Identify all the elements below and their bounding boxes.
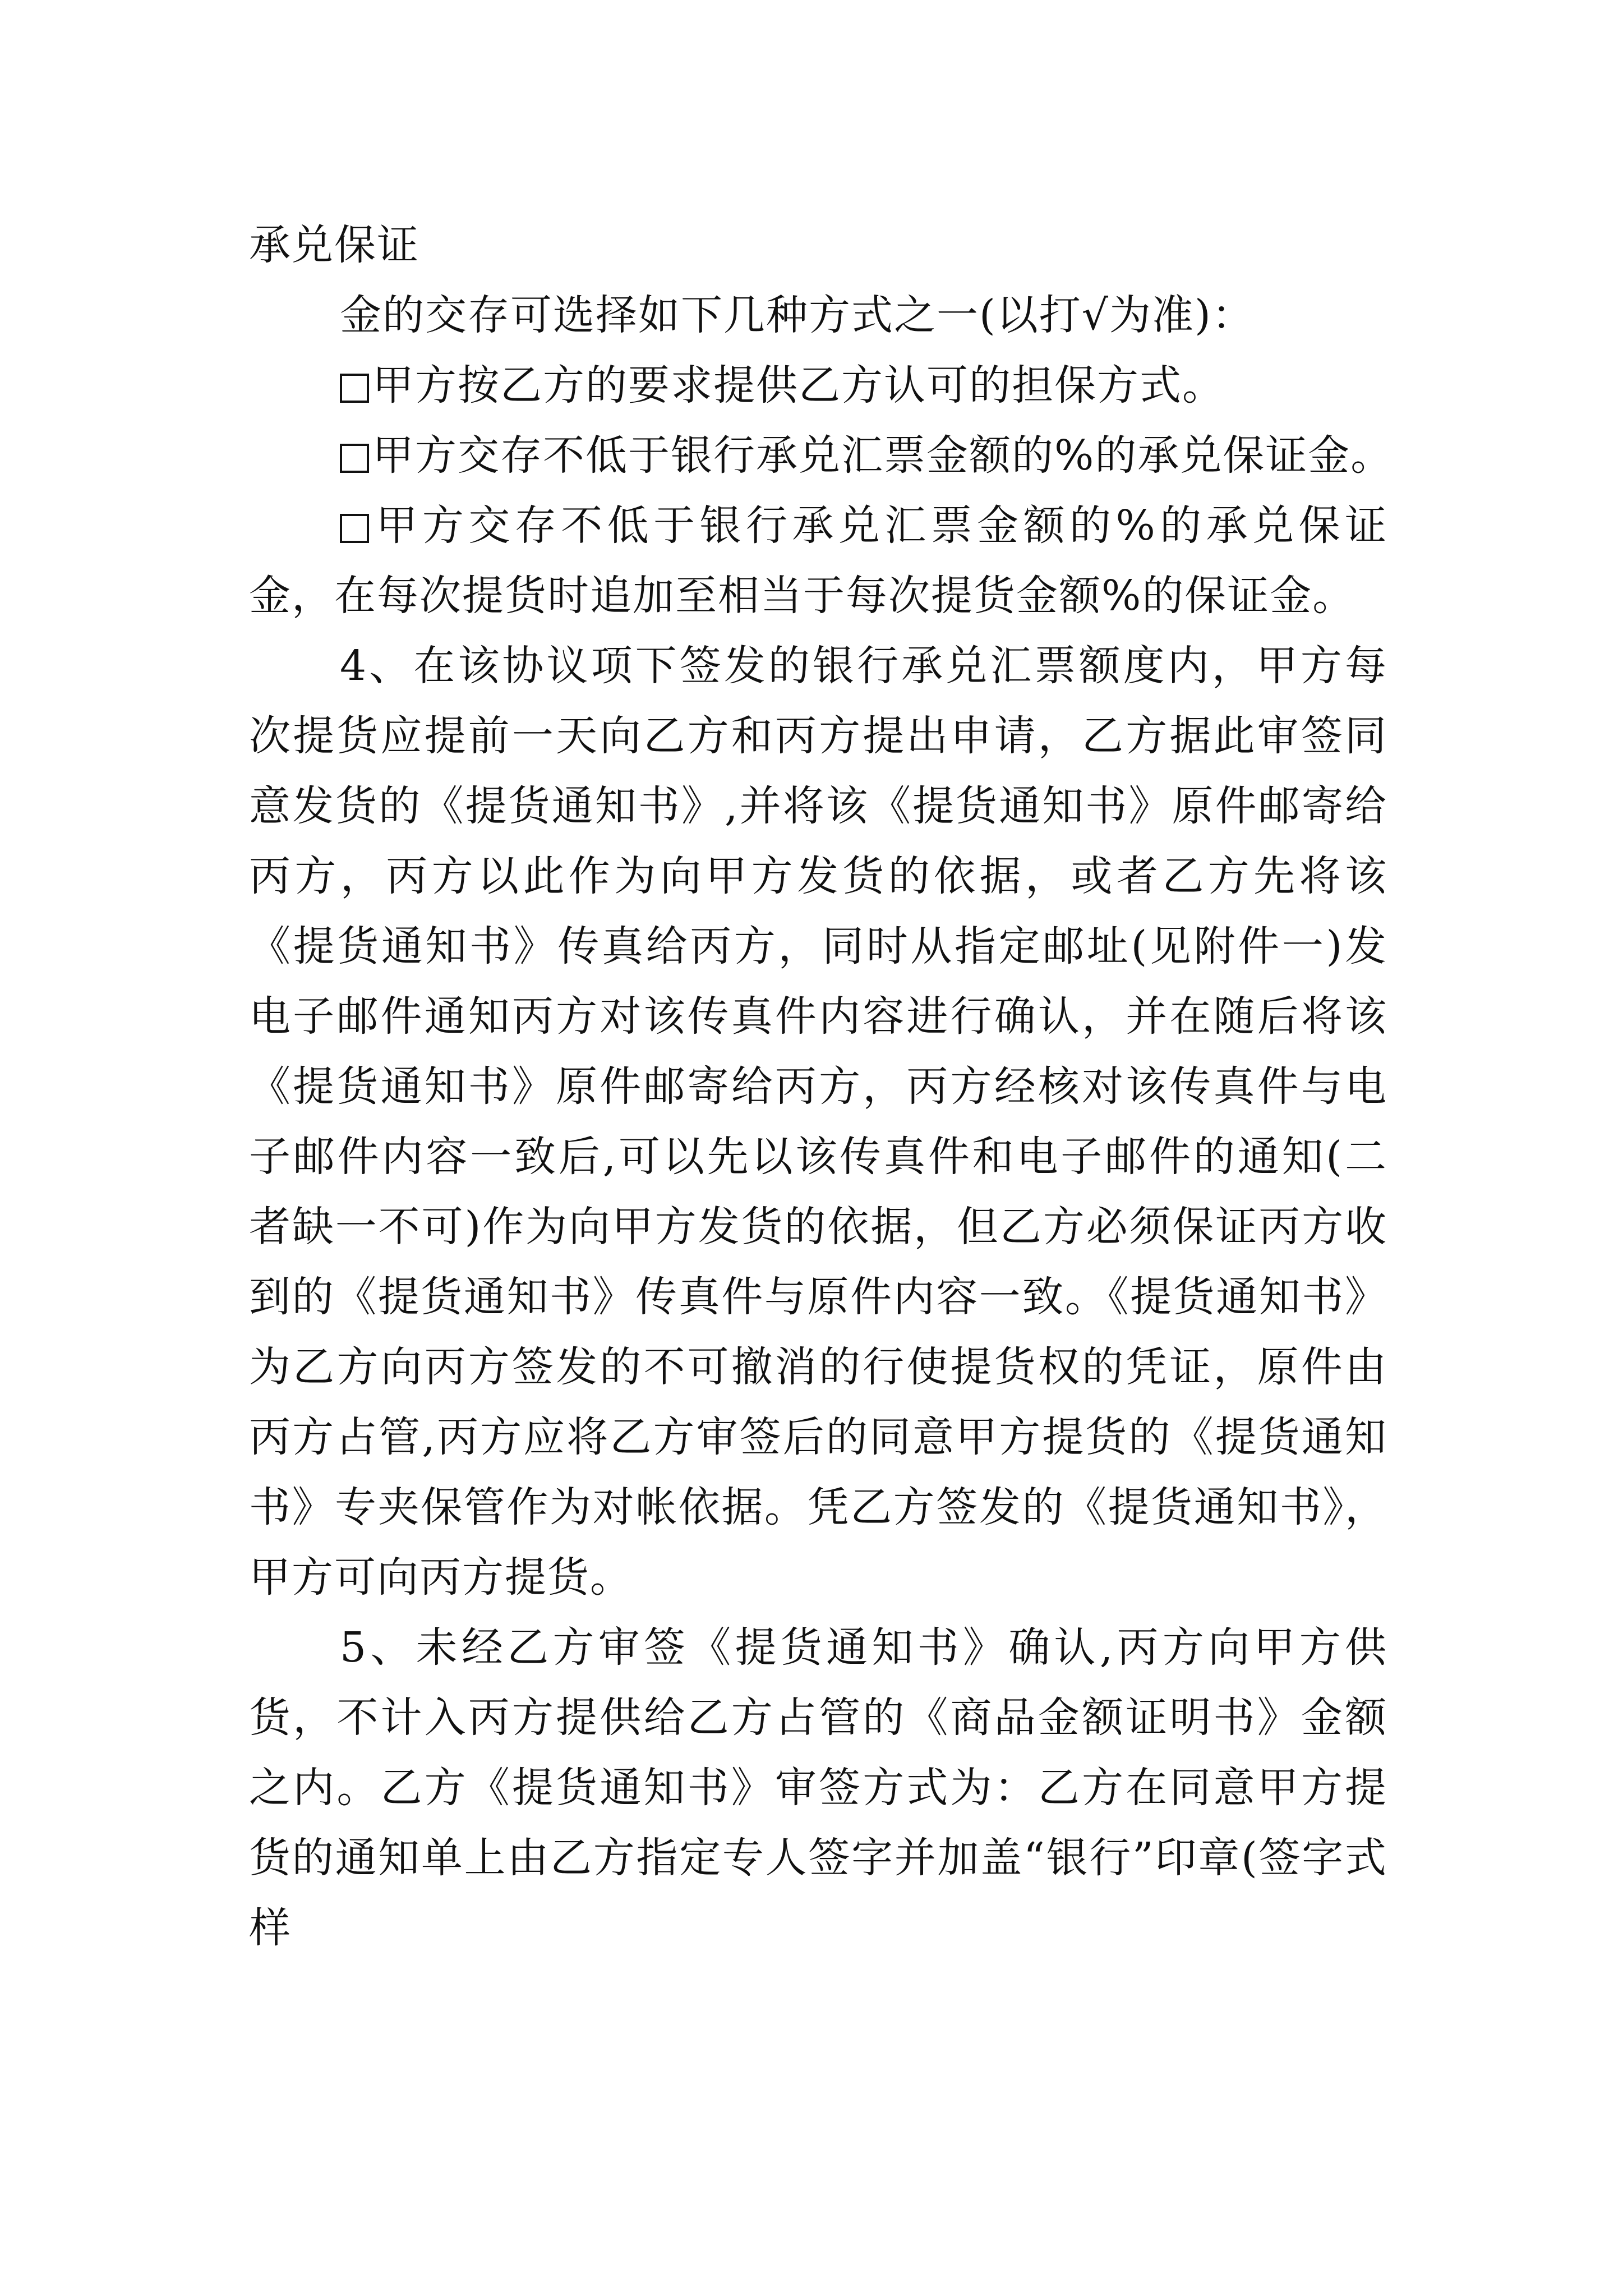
option-row-2 xyxy=(249,421,1394,491)
checkbox-option-2[interactable] xyxy=(340,444,369,473)
text-line-2: 金的交存可选择如下几种方式之一(以打√为准)： xyxy=(340,291,1255,339)
checkbox-option-1[interactable] xyxy=(340,374,369,403)
document-body xyxy=(249,210,1394,1963)
option-3-text: 甲方交存不低于银行承兑汇票金额的%的承兑保证金，在每次提货时追加至相当于每次提货金额%的保证金。 xyxy=(249,501,1387,620)
option-2-text: 甲方交存不低于银行承兑汇票金额的%的承兑保证金。 xyxy=(372,431,1394,480)
option-1-text: 甲方按乙方的要求提供乙方认可的担保方式。 xyxy=(372,361,1225,409)
checkbox-option-3[interactable] xyxy=(340,514,369,543)
clause-4-paragraph: 4、在该协议项下签发的银行承兑汇票额度内，甲方每次提货应提前一天向乙方和丙方提出申请，乙方据此审签同意发货的《提货通知书》,并将该《提货通知书》原件邮寄给丙方，丙方以此作为向甲方发货的依据，或者乙方先将该《提货通知书》传真给丙方，同时从指定邮址(见附件一)发电子邮件通知丙方对该传真件内容进行确认，并在随后将该《提货通知书》原件邮寄给丙方，丙方经核对该传真件与电子邮件内容一致后,可以先以该传真件和电子邮件的通知(二者缺一不可)作为向甲方发货的依据，但乙方必须保证丙方收到的《提货通知书》传真件与原件内容一致。《提货通知书》为乙方向丙方签发的不可撤消的行使提货权的凭证，原件由丙方占管,丙方应将乙方审签后的同意甲方提货的《提货通知书》专夹保管作为对帐依据。凭乙方签发的《提货通知书》，甲方可向丙方提货。 xyxy=(249,642,1387,1602)
text-line-1: 承兑保证 xyxy=(249,221,419,269)
option-row-1 xyxy=(249,351,1387,421)
option-row-3 xyxy=(249,491,1387,631)
clause-5-paragraph: 5、未经乙方审签《提货通知书》确认,丙方向甲方供货，不计入丙方提供给乙方占管的《商品金额证明书》金额之内。乙方《提货通知书》审签方式为：乙方在同意甲方提货的通知单上由乙方指定专人签字并加盖“银行”印章(签字式样 xyxy=(249,1623,1387,1952)
